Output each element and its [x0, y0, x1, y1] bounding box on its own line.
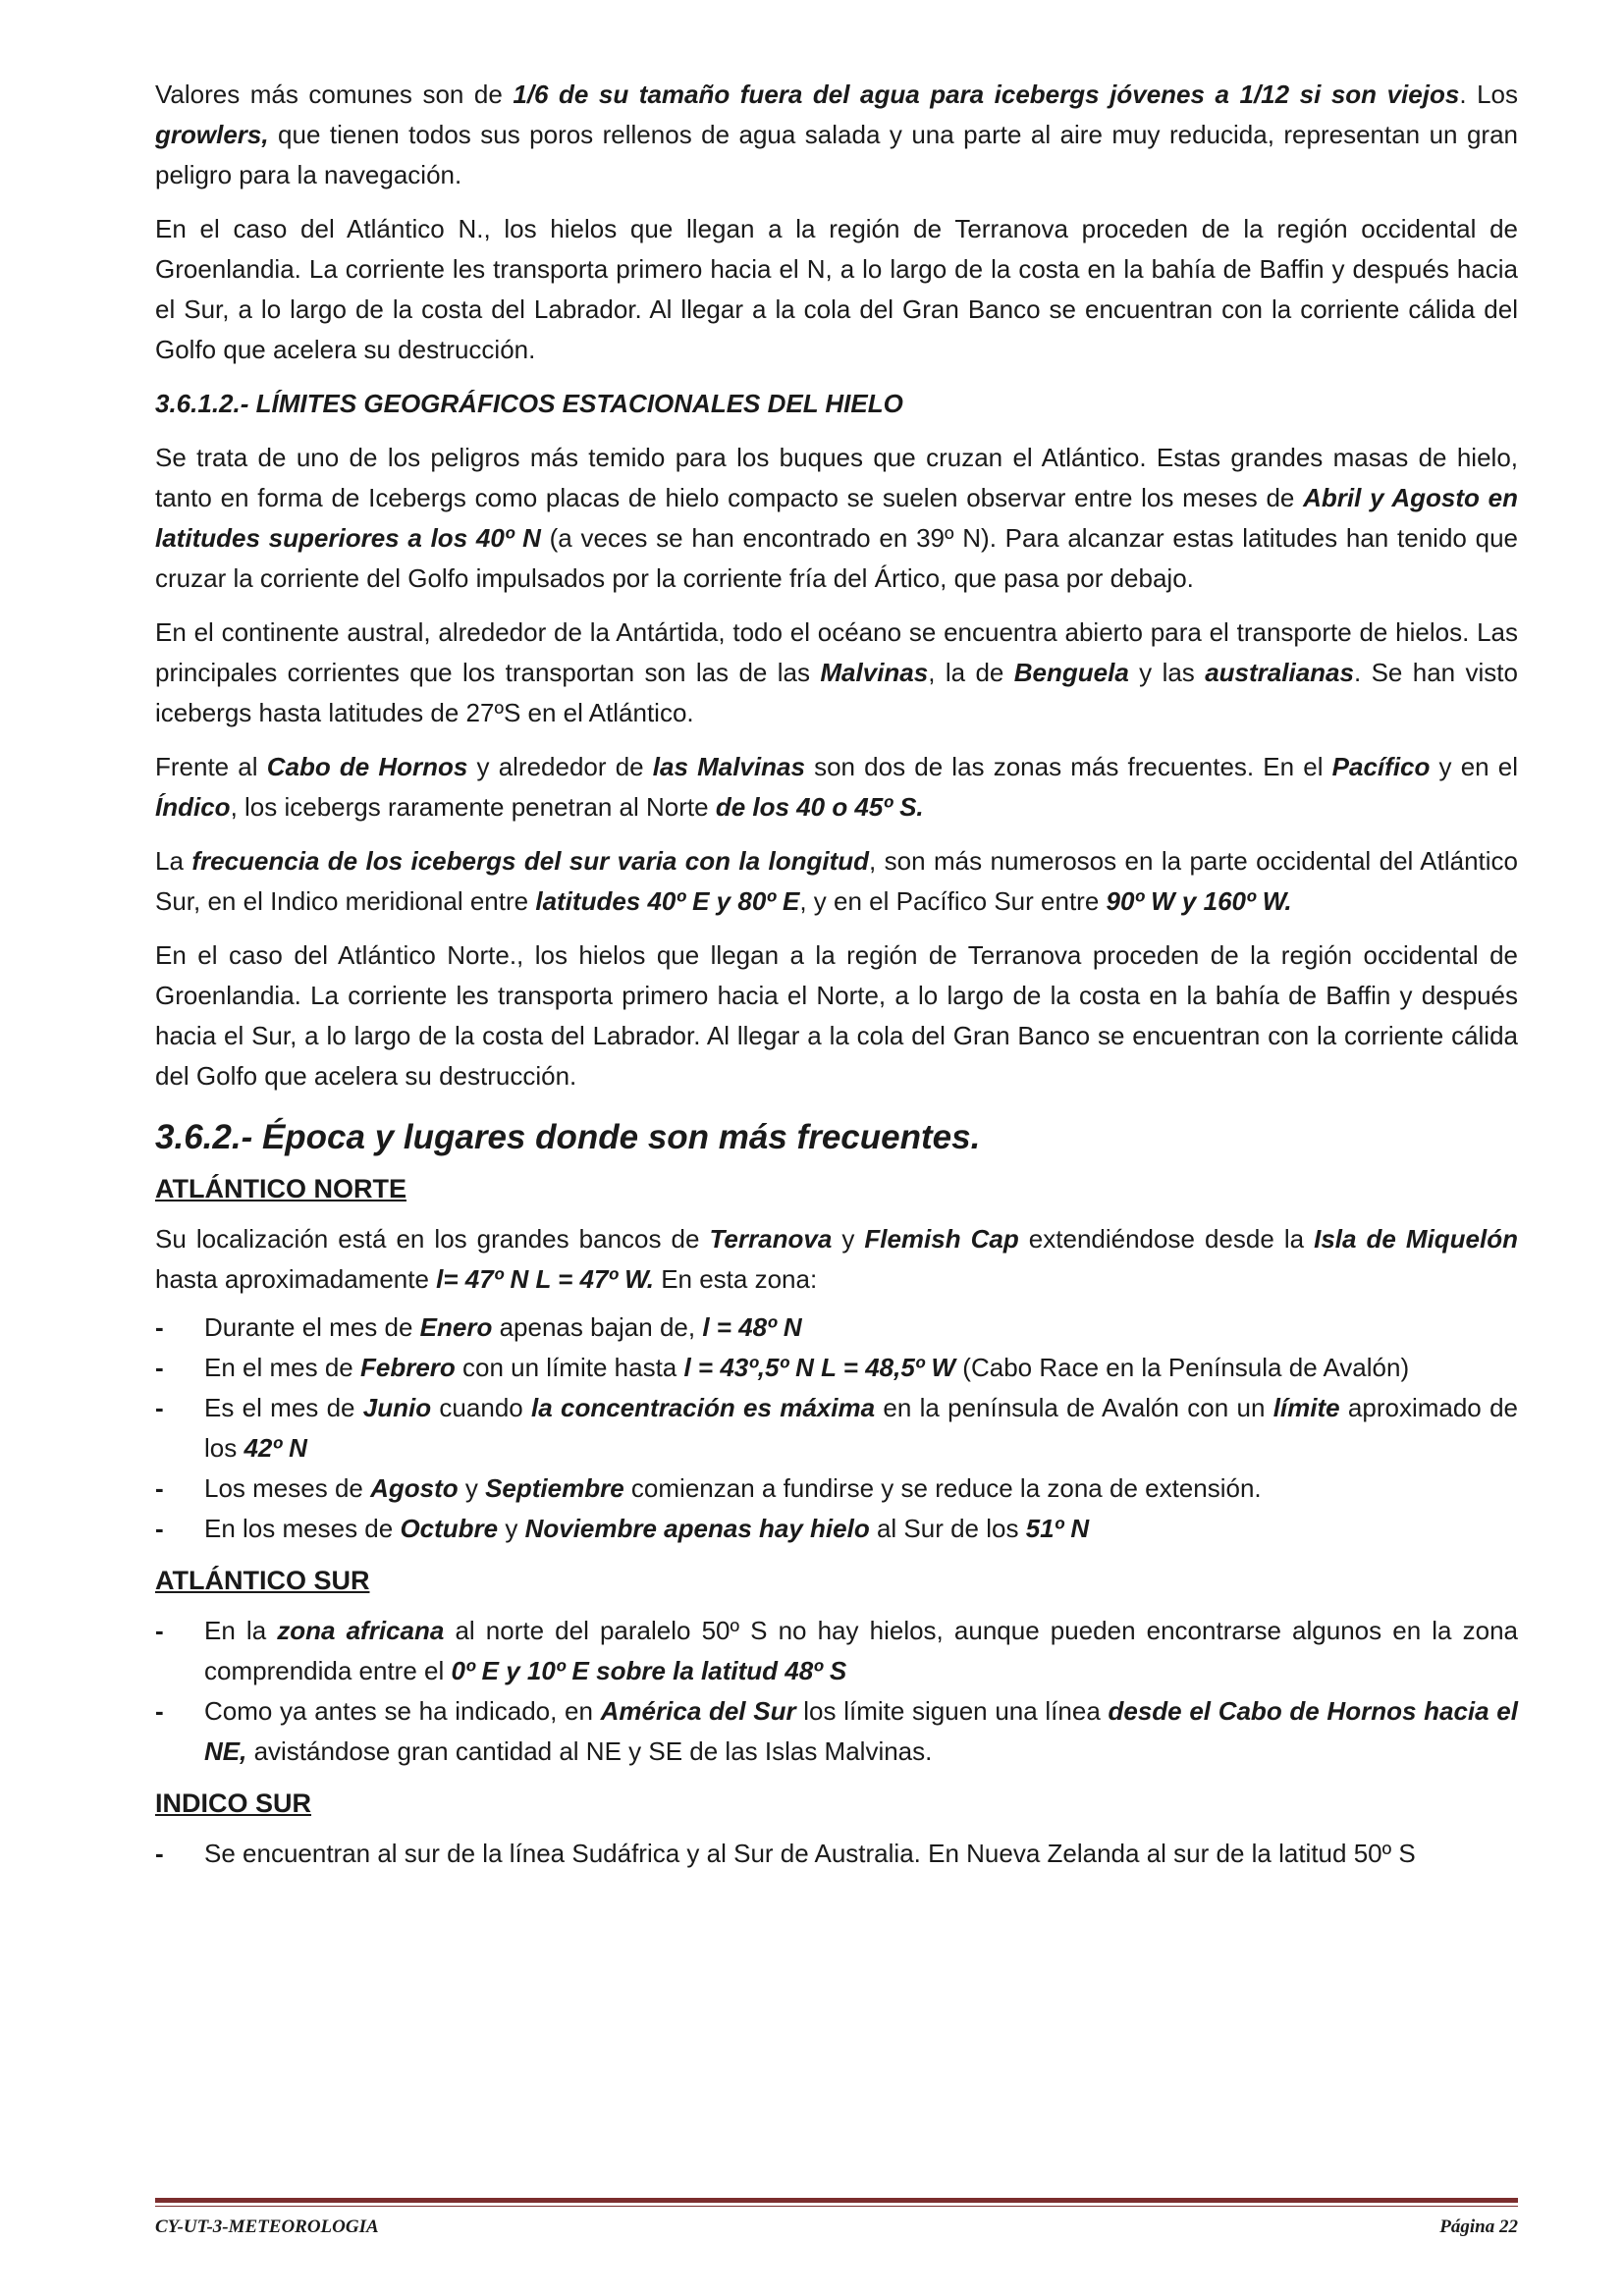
- list-item: [155, 1691, 1518, 1772]
- text-run: al Sur de los: [869, 1514, 1026, 1543]
- footer-page-number: Página 22: [1439, 2216, 1518, 2237]
- list-item: [155, 1834, 1518, 1874]
- body-paragraph: [155, 841, 1518, 922]
- dash-bullet-icon: -: [155, 1473, 164, 1503]
- text-run: (a veces se han encontrado en 39º N). Para alcanzar estas latitudes han tenido que cruzar la corriente del Golfo impulsados por la corriente fría del Ártico, que pasa por debajo.: [155, 523, 1518, 593]
- document-page: [155, 75, 1518, 1886]
- emphasis-text: Isla de Miquelón: [1314, 1224, 1518, 1254]
- text-run: , la de: [928, 658, 1014, 687]
- region-heading: ATLÁNTICO SUR: [155, 1566, 370, 1595]
- text-run: . Se han visto icebergs hasta latitudes de 27ºS en el Atlántico.: [155, 658, 1518, 727]
- text-run: En los meses de: [204, 1514, 401, 1543]
- text-run: En esta zona:: [653, 1264, 818, 1294]
- list-item: [155, 1509, 1518, 1549]
- emphasis-text: zona africana: [277, 1616, 445, 1645]
- text-run: Como ya antes se ha indicado, en: [204, 1696, 601, 1726]
- text-run: Valores más comunes son de: [155, 80, 514, 109]
- limits-paragraphs: [155, 438, 1518, 1096]
- text-run: . Los: [1459, 80, 1518, 109]
- text-run: al norte del paralelo 50º S no hay hielos, aunque pueden encontrarse algunos en la zona comprendida entre el: [204, 1616, 1518, 1685]
- body-paragraph: [155, 75, 1518, 195]
- emphasis-text: Enero: [419, 1312, 493, 1342]
- emphasis-text: l = 43º,5º N L = 48,5º W: [683, 1353, 956, 1382]
- list-item: [155, 1388, 1518, 1468]
- section-heading: 3.6.2.- Época y lugares donde son más frecuentes.: [155, 1118, 981, 1156]
- text-run: y: [458, 1473, 486, 1503]
- emphasis-text: Pacífico: [1331, 752, 1431, 781]
- text-run: Frente al: [155, 752, 267, 781]
- text-run: La: [155, 846, 192, 876]
- text-run: (Cabo Race en la Península de Avalón): [955, 1353, 1410, 1382]
- text-run: extendiéndose desde la: [1018, 1224, 1315, 1254]
- text-run: que tienen todos sus poros rellenos de agua salada y una parte al aire muy reducida, representan un gran peligro para la navegación.: [155, 120, 1518, 189]
- emphasis-text: australianas: [1205, 658, 1354, 687]
- text-run: , los icebergs raramente penetran al Norte: [230, 792, 716, 822]
- emphasis-text: 51º N: [1025, 1514, 1090, 1543]
- emphasis-text: latitudes 40º E y 80º E: [535, 886, 800, 916]
- bullet-list: [155, 1834, 1518, 1874]
- emphasis-text: Febrero: [359, 1353, 456, 1382]
- text-run: y las: [1128, 658, 1206, 687]
- body-paragraph: [155, 613, 1518, 733]
- text-run: Se encuentran al sur de la línea Sudáfrica y al Sur de Australia. En Nueva Zelanda al sur de la latitud 50º S: [204, 1839, 1416, 1868]
- emphasis-text: 1/6 de su tamaño fuera del agua para icebergs jóvenes a 1/12 si son viejos: [513, 80, 1460, 109]
- region-heading: INDICO SUR: [155, 1789, 312, 1818]
- text-run: son dos de las zonas más frecuentes. En el: [804, 752, 1332, 781]
- list-item: [155, 1611, 1518, 1691]
- text-run: Se trata de uno de los peligros más temido para los buques que cruzan el Atlántico. Estas grandes masas de hielo, tanto en forma de Icebergs como placas de hielo compacto se suelen observar entre los meses de: [155, 443, 1518, 512]
- emphasis-text: Junio: [362, 1393, 432, 1422]
- text-run: aproximado de los: [204, 1393, 1518, 1463]
- dash-bullet-icon: -: [155, 1353, 164, 1382]
- text-run: los límite siguen una línea: [795, 1696, 1109, 1726]
- text-run: En el caso del Atlántico Norte., los hielos que llegan a la región de Terranova proceden de la región occidental de Groenlandia. La corriente les transporta primero hacia el Norte, a lo largo de la costa en la bahía de Baffin y después hacia el Sur, a lo largo de la costa del Labrador. Al llegar a la cola del Gran Banco se encuentran con la corriente cálida del Golfo que acelera su destrucción.: [155, 940, 1518, 1091]
- bullet-list: [155, 1308, 1518, 1549]
- body-paragraph: [155, 438, 1518, 599]
- text-run: , y en el Pacífico Sur entre: [799, 886, 1107, 916]
- dash-bullet-icon: -: [155, 1696, 164, 1726]
- text-run: En el caso del Atlántico N., los hielos que llegan a la región de Terranova proceden de la región occidental de Groenlandia. La corriente les transporta primero hacia el N, a lo largo de la costa en la bahía de Baffin y después hacia el Sur, a lo largo de la costa del Labrador. Al llegar a la cola del Gran Banco se encuentran con la corriente cálida del Golfo que acelera su destrucción.: [155, 214, 1518, 364]
- emphasis-text: América del Sur: [600, 1696, 796, 1726]
- emphasis-text: Cabo de Hornos: [266, 752, 468, 781]
- emphasis-text: Terranova: [709, 1224, 833, 1254]
- emphasis-text: 42º N: [244, 1433, 307, 1463]
- text-run: y en el: [1430, 752, 1519, 781]
- dash-bullet-icon: -: [155, 1839, 164, 1868]
- text-run: y: [498, 1514, 525, 1543]
- text-run: y: [832, 1224, 865, 1254]
- emphasis-text: Flemish Cap: [864, 1224, 1019, 1254]
- body-paragraph: [155, 747, 1518, 828]
- emphasis-text: las Malvinas: [652, 752, 805, 781]
- emphasis-text: l = 48º N: [702, 1312, 802, 1342]
- text-run: Los meses de: [204, 1473, 371, 1503]
- emphasis-text: Octubre: [400, 1514, 499, 1543]
- text-run: Su localización está en los grandes bancos de: [155, 1224, 710, 1254]
- dash-bullet-icon: -: [155, 1514, 164, 1543]
- emphasis-text: frecuencia de los icebergs del sur varia con la longitud: [191, 846, 870, 876]
- list-item: [155, 1468, 1518, 1509]
- emphasis-text: Agosto: [370, 1473, 459, 1503]
- emphasis-text: Septiembre: [485, 1473, 624, 1503]
- text-run: comienzan a fundirse y se reduce la zona de extensión.: [623, 1473, 1262, 1503]
- bullet-list: [155, 1611, 1518, 1772]
- region-intro: [155, 1219, 1518, 1300]
- emphasis-text: l= 47º N L = 47º W.: [436, 1264, 654, 1294]
- emphasis-text: desde el Cabo de Hornos hacia el NE,: [204, 1696, 1518, 1766]
- emphasis-text: Abril y Agosto en latitudes superiores a los 40º N: [155, 483, 1518, 553]
- region-heading: ATLÁNTICO NORTE: [155, 1174, 406, 1203]
- dash-bullet-icon: -: [155, 1312, 164, 1342]
- subheading: 3.6.1.2.- LÍMITES GEOGRÁFICOS ESTACIONALES DEL HIELO: [155, 389, 903, 418]
- text-run: En el mes de: [204, 1353, 360, 1382]
- text-run: hasta aproximadamente: [155, 1264, 437, 1294]
- intro-paragraphs: [155, 75, 1518, 370]
- emphasis-text: 0º E y 10º E sobre la latitud 48º S: [451, 1656, 847, 1685]
- text-run: y alrededor de: [467, 752, 653, 781]
- list-item: [155, 1348, 1518, 1388]
- emphasis-text: la concentración es máxima: [531, 1393, 876, 1422]
- regions-list: [155, 1169, 1518, 1874]
- text-run: avistándose gran cantidad al NE y SE de las Islas Malvinas.: [246, 1736, 933, 1766]
- text-run: apenas bajan de,: [492, 1312, 703, 1342]
- emphasis-text: Noviembre apenas hay hielo: [524, 1514, 870, 1543]
- emphasis-text: de los 40 o 45º S.: [715, 792, 924, 822]
- emphasis-text: límite: [1272, 1393, 1340, 1422]
- emphasis-text: Índico: [155, 792, 231, 822]
- dash-bullet-icon: -: [155, 1616, 164, 1645]
- text-run: en la península de Avalón con un: [875, 1393, 1273, 1422]
- text-run: En la: [204, 1616, 278, 1645]
- text-run: Es el mes de: [204, 1393, 363, 1422]
- text-run: cuando: [431, 1393, 532, 1422]
- dash-bullet-icon: -: [155, 1393, 164, 1422]
- body-paragraph: [155, 935, 1518, 1096]
- text-run: con un límite hasta: [455, 1353, 684, 1382]
- list-item: [155, 1308, 1518, 1348]
- emphasis-text: growlers,: [155, 120, 269, 149]
- footer-document-code: CY-UT-3-METEOROLOGIA: [155, 2216, 379, 2237]
- text-run: , son más numerosos en la parte occidental del Atlántico Sur, en el Indico meridional entre: [155, 846, 1518, 916]
- page-footer: [155, 2216, 1518, 2246]
- body-paragraph: [155, 209, 1518, 370]
- text-run: Durante el mes de: [204, 1312, 420, 1342]
- footer-divider: [155, 2198, 1518, 2208]
- emphasis-text: Malvinas: [820, 658, 929, 687]
- text-run: En el continente austral, alrededor de la Antártida, todo el océano se encuentra abierto para el transporte de hielos. Las principales corrientes que los transportan son las de las: [155, 617, 1518, 687]
- emphasis-text: 90º W y 160º W.: [1106, 886, 1292, 916]
- emphasis-text: Benguela: [1013, 658, 1129, 687]
